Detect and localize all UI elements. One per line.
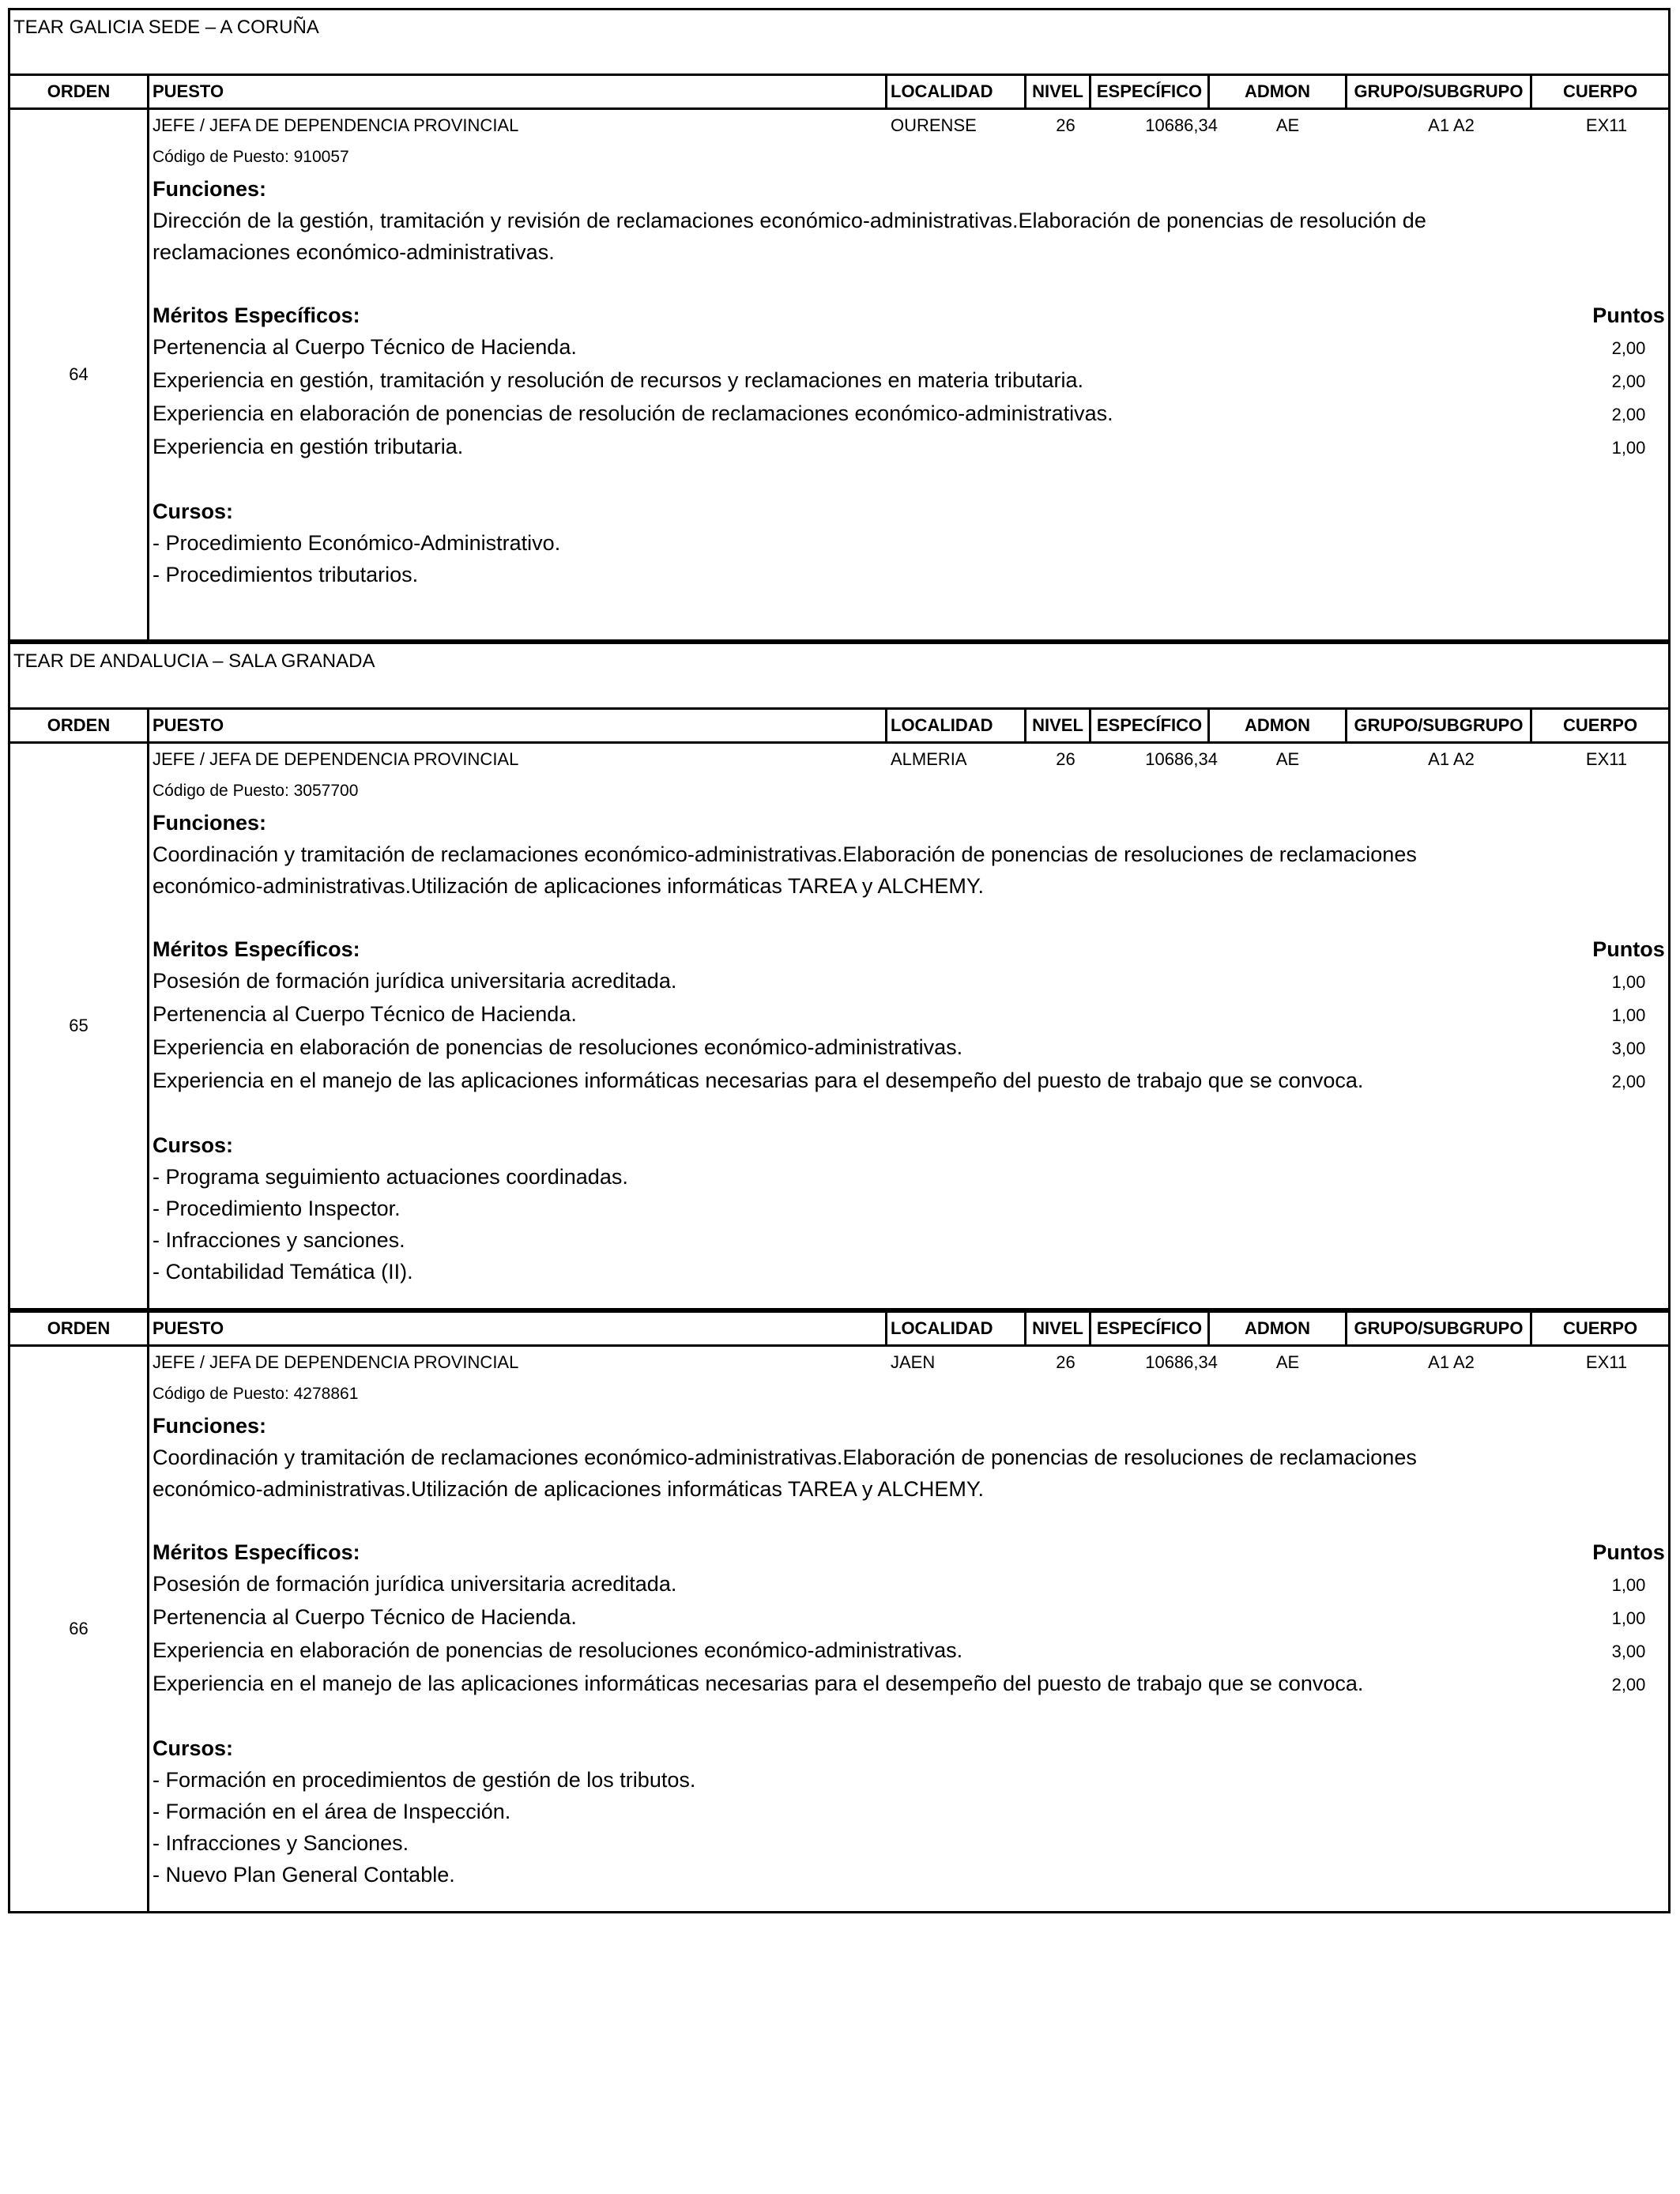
header-nivel: NIVEL [1026,76,1091,107]
table-header [10,1310,1668,1347]
header-puesto: PUESTO [149,76,887,107]
codigo-puesto: Código de Puesto: 910057 [153,148,349,166]
curso-item: - Procedimiento Inspector. [153,1197,401,1220]
header-localidad: LOCALIDAD [887,1313,1026,1344]
merit-text: Pertenencia al Cuerpo Técnico de Hacienda. [153,1605,577,1629]
section-title [8,8,1671,74]
curso-item: - Infracciones y sanciones. [153,1228,405,1252]
header-especifico: ESPECÍFICO [1091,710,1210,741]
header-puesto: PUESTO [149,710,887,741]
especifico-value: 10686,34 [1145,1352,1218,1372]
table-header [10,707,1668,744]
merit-points: 2,00 [1611,1072,1646,1091]
funciones-heading: Funciones: [153,177,267,201]
meritos-heading: Méritos Específicos: [153,1540,360,1564]
merit-text: Experiencia en elaboración de ponencias de resoluciones económico-administrativas. [153,1638,963,1662]
merit-row [153,1568,1668,1601]
puesto-value: JEFE / JEFA DE DEPENDENCIA PROVINCIAL [153,1352,519,1372]
curso-item: - Procedimientos tributarios. [153,563,419,586]
grupo-value: A1 A2 [1428,115,1475,135]
curso-item: - Formación en procedimientos de gestión de los tributos. [153,1768,696,1792]
meritos-heading: Méritos Específicos: [153,937,360,961]
curso-item: - Nuevo Plan General Contable. [153,1863,455,1887]
merit-points: 3,00 [1611,1039,1646,1058]
admon-value: AE [1275,749,1300,769]
cuerpo-value: EX11 [1585,115,1628,135]
header-puesto: PUESTO [149,1313,887,1344]
localidad-value: OURENSE [891,115,977,135]
puntos-heading: Puntos [1592,1540,1665,1564]
header-cuerpo: CUERPO [1562,715,1638,735]
section-title-text: TEAR DE ANDALUCIA – SALA GRANADA [13,650,375,672]
codigo-puesto: Código de Puesto: 3057700 [153,782,359,800]
merit-points: 1,00 [1611,438,1646,458]
header-grupo: GRUPO/SUBGRUPO [1347,76,1532,107]
merit-text: Experiencia en gestión, tramitación y resolución de recursos y reclamaciones en materia tributaria. [153,368,1084,392]
merit-text: Experiencia en elaboración de ponencias de resoluciones económico-administrativas. [153,1035,963,1059]
cuerpo-value: EX11 [1585,749,1628,769]
header-orden: ORDEN [10,76,149,107]
header-cuerpo: CUERPO [1562,1318,1638,1338]
curso-item: - Formación en el área de Inspección. [153,1800,511,1823]
curso-item: - Infracciones y Sanciones. [153,1831,409,1855]
puesto-value: JEFE / JEFA DE DEPENDENCIA PROVINCIAL [153,115,519,135]
merit-text: Experiencia en elaboración de ponencias de resolución de reclamaciones económico-administrativas. [153,401,1113,425]
localidad-value: ALMERIA [891,749,967,769]
merit-points: 2,00 [1611,405,1646,424]
merit-points: 1,00 [1611,1608,1646,1628]
merit-row [153,1065,1668,1098]
entry-content [149,744,1668,1308]
merit-text: Experiencia en gestión tributaria. [153,435,464,458]
merit-text: Experiencia en el manejo de las aplicaciones informáticas necesarias para el desempeño del puesto de trabajo que se convoca. [153,1069,1364,1092]
header-admon: ADMON [1210,1313,1347,1344]
funciones-heading: Funciones: [153,1414,267,1438]
header-nivel: NIVEL [1026,710,1091,741]
merit-points: 2,00 [1611,338,1646,358]
header-localidad: LOCALIDAD [887,76,1026,107]
header-admon: ADMON [1210,710,1347,741]
puntos-heading: Puntos [1592,937,1665,961]
merit-row [153,1031,1668,1065]
header-especifico: ESPECÍFICO [1091,76,1210,107]
header-admon: ADMON [1210,76,1347,107]
cursos-heading: Cursos: [153,499,234,523]
header-orden: ORDEN [10,1313,149,1344]
nivel-value: 26 [1056,749,1075,769]
curso-item: - Contabilidad Temática (II). [153,1260,413,1284]
merit-row [153,998,1668,1031]
merit-text: Posesión de formación jurídica universitaria acreditada. [153,969,677,993]
especifico-value: 10686,34 [1145,115,1218,135]
header-grupo: GRUPO/SUBGRUPO [1347,710,1532,741]
entry-content [149,110,1668,639]
merit-row [153,1601,1668,1634]
merit-points: 1,00 [1611,972,1646,992]
job-entry [8,1310,1671,1913]
merit-points: 1,00 [1611,1005,1646,1025]
document-page [8,8,1671,1913]
grupo-value: A1 A2 [1428,1352,1475,1372]
header-localidad: LOCALIDAD [887,710,1026,741]
merit-row [153,364,1668,398]
merit-row [153,965,1668,998]
merit-row [153,1668,1668,1701]
merit-row [153,398,1668,431]
section-title [8,642,1671,707]
merit-points: 2,00 [1611,1675,1646,1695]
cuerpo-value: EX11 [1585,1352,1628,1372]
job-entry [8,74,1671,642]
nivel-value: 26 [1056,1352,1075,1372]
admon-value: AE [1275,1352,1300,1372]
merit-row [153,431,1668,464]
merit-points: 1,00 [1611,1575,1646,1595]
orden-value: 64 [10,110,149,639]
section-title-text: TEAR GALICIA SEDE – A CORUÑA [13,17,319,38]
nivel-value: 26 [1056,115,1075,135]
orden-value: 66 [10,1347,149,1911]
header-grupo: GRUPO/SUBGRUPO [1347,1313,1532,1344]
header-especifico: ESPECÍFICO [1091,1313,1210,1344]
funciones-text: Coordinación y tramitación de reclamaciones económico-administrativas.Elaboración de ponencias de resoluciones de reclamaciones económico-administrativas.Utilización de aplicaciones informáticas TAREA y ALCHEMY. [153,1446,1417,1501]
cursos-heading: Cursos: [153,1133,234,1157]
header-nivel: NIVEL [1026,1313,1091,1344]
table-header [10,74,1668,110]
puntos-heading: Puntos [1592,303,1665,327]
meritos-heading: Méritos Específicos: [153,303,360,327]
job-entry [8,707,1671,1310]
curso-item: - Programa seguimiento actuaciones coordinadas. [153,1165,628,1189]
codigo-puesto: Código de Puesto: 4278861 [153,1385,359,1403]
merit-row [153,1634,1668,1668]
merit-text: Experiencia en el manejo de las aplicaciones informáticas necesarias para el desempeño del puesto de trabajo que se convoca. [153,1672,1364,1695]
grupo-value: A1 A2 [1428,749,1475,769]
merit-row [153,331,1668,364]
cursos-heading: Cursos: [153,1736,234,1760]
orden-value: 65 [10,744,149,1308]
header-orden: ORDEN [10,710,149,741]
merit-points: 3,00 [1611,1642,1646,1661]
merit-text: Posesión de formación jurídica universitaria acreditada. [153,1572,677,1596]
puesto-value: JEFE / JEFA DE DEPENDENCIA PROVINCIAL [153,749,519,769]
especifico-value: 10686,34 [1145,749,1218,769]
merit-text: Pertenencia al Cuerpo Técnico de Hacienda. [153,1002,577,1026]
localidad-value: JAEN [891,1352,936,1372]
header-cuerpo: CUERPO [1562,81,1638,101]
admon-value: AE [1275,115,1300,135]
funciones-heading: Funciones: [153,811,267,835]
funciones-text: Dirección de la gestión, tramitación y revisión de reclamaciones económico-administrativas.Elaboración de ponencias de resolución de reclamaciones económico-administrativas. [153,209,1426,264]
funciones-text: Coordinación y tramitación de reclamaciones económico-administrativas.Elaboración de ponencias de resoluciones de reclamaciones económico-administrativas.Utilización de aplicaciones informáticas TAREA y ALCHEMY. [153,843,1417,898]
entry-content [149,1347,1668,1911]
merit-text: Pertenencia al Cuerpo Técnico de Hacienda. [153,335,577,359]
merit-points: 2,00 [1611,371,1646,391]
curso-item: - Procedimiento Económico-Administrativo. [153,531,561,555]
